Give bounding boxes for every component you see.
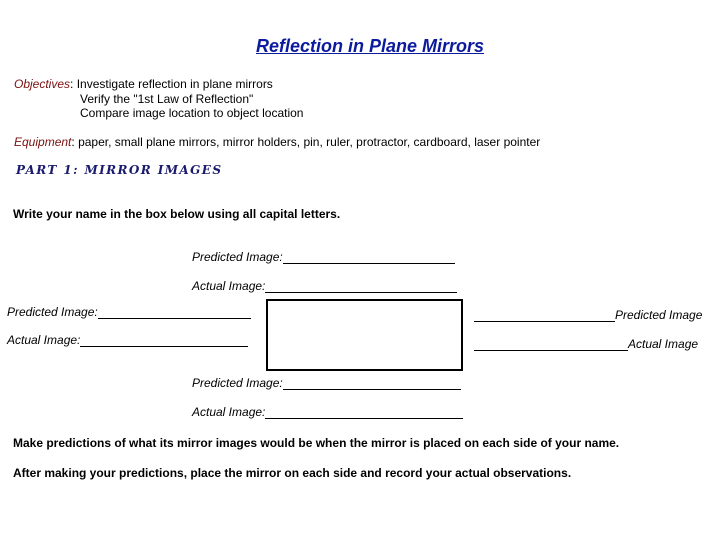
instruction-predict: Make predictions of what its mirror images would be when the mirror is placed on each side of your name. (13, 436, 620, 450)
top-predicted-row (192, 250, 455, 264)
top-actual-answer-line[interactable] (265, 281, 457, 293)
left-predicted-answer-line[interactable] (98, 307, 251, 319)
top-predicted-label: Predicted Image: (192, 250, 283, 264)
bottom-predicted-label: Predicted Image: (192, 376, 283, 390)
equipment-colon: : (71, 135, 75, 149)
left-predicted-row (7, 305, 251, 319)
bottom-predicted-row (192, 376, 461, 390)
left-actual-label: Actual Image: (7, 333, 81, 347)
objective-item: Compare image location to object location (80, 106, 304, 120)
page-title: Reflection in Plane Mirrors (255, 36, 485, 56)
instruction-observe: After making your predictions, place the mirror on each side and record your actual observations. (13, 466, 572, 480)
top-actual-label: Actual Image: (192, 279, 266, 293)
objective-item: Investigate reflection in plane mirrors (76, 77, 273, 91)
equipment-label: Equipment (14, 135, 72, 149)
left-actual-answer-line[interactable] (80, 335, 248, 347)
left-actual-row (7, 333, 248, 347)
right-predicted-label: Predicted Image (615, 308, 703, 322)
right-actual-label: Actual Image (628, 337, 699, 351)
equipment-text: paper, small plane mirrors, mirror holders, pin, ruler, protractor, cardboard, laser pointer (78, 135, 541, 149)
right-actual-answer-line[interactable] (474, 339, 628, 351)
part-heading: PART 1: MIRROR IMAGES (16, 163, 223, 177)
instruction-name: Write your name in the box below using all capital letters. (13, 207, 341, 221)
right-actual-row (474, 337, 698, 351)
objectives-colon: : (70, 77, 74, 91)
right-predicted-row (474, 308, 702, 322)
equipment-line (14, 135, 540, 149)
objectives-line-1 (14, 77, 273, 91)
right-predicted-answer-line[interactable] (474, 310, 615, 322)
bottom-actual-label: Actual Image: (192, 405, 266, 419)
bottom-actual-row (192, 405, 463, 419)
bottom-predicted-answer-line[interactable] (283, 378, 461, 390)
top-predicted-answer-line[interactable] (283, 252, 455, 264)
bottom-actual-answer-line[interactable] (265, 407, 463, 419)
left-predicted-label: Predicted Image: (7, 305, 98, 319)
name-box[interactable] (266, 299, 463, 371)
objectives-label: Objectives (14, 77, 71, 91)
objective-item: Verify the "1st Law of Reflection" (80, 92, 254, 106)
top-actual-row (192, 279, 457, 293)
